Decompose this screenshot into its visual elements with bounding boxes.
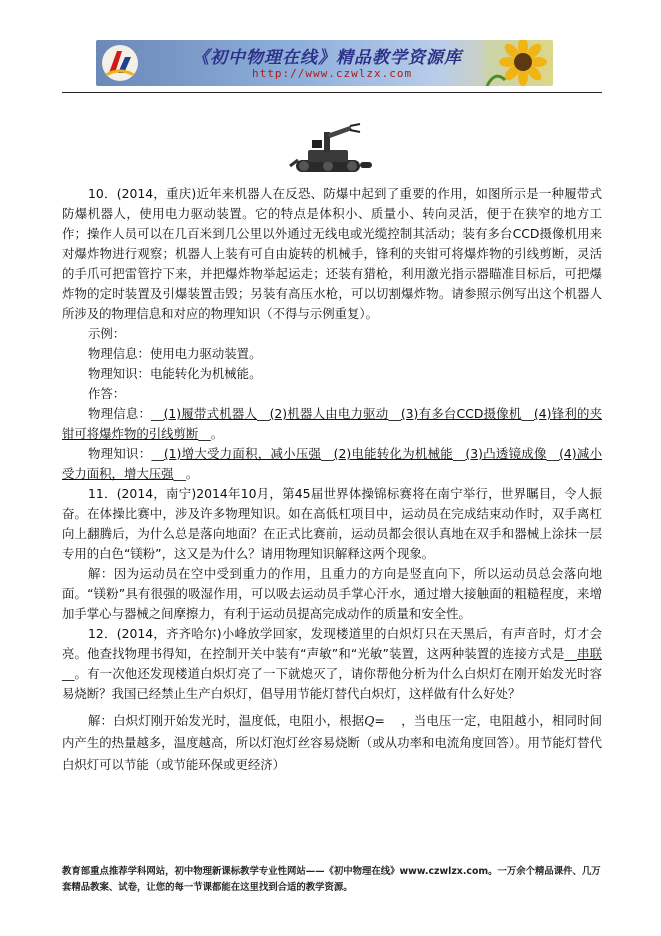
q10-text: 10．(2014，重庆)近年来机器人在反恐、防爆中起到了重要的作用，如图所示是一种履带式防爆机器人，使用电力驱动装置。它的特点是体积小、质量小、转向灵活，便于在狭窄的地方工作；操作人员可以在几百米到几公里以外通过无线电或光缆控制其活动；装有多台CCD摄像机用来对爆炸物进行观察；机器人上装有可自由旋转的机械手，锋利的夹钳可将爆炸物的引线剪断，灵活的手爪可把雷管拧下来，并把爆炸物举起运走；还装有猎枪，利用激光指示器瞄准目标后，可把爆炸物的定时装置及引爆装置击毁；另装有高压水枪，可以切割爆炸物。请参照示例写出这个机器人所涉及的物理信息和对应的物理知识（不得与示例重复）。 bbox=[62, 186, 602, 321]
q12-blank-answer: 串联 bbox=[576, 646, 602, 661]
page-footer: 教育部重点推荐学科网站，初中物理新课标教学专业性网站——《初中物理在线》www.czwlzx.com。一万余个精品课件、几万套精品教案、试卷，让您的每一节课都能在这里找到合适的教学资源。 bbox=[62, 866, 601, 893]
q10-answer-label: 作答： bbox=[88, 386, 126, 401]
question-content bbox=[62, 184, 602, 776]
header-banner bbox=[96, 40, 553, 86]
q10-example-info: 物理信息：使用电力驱动装置。 bbox=[88, 346, 262, 361]
knowledge-answer-3: (3)凸透镜成像 bbox=[465, 446, 547, 461]
q10-example-knowledge: 物理知识：电能转化为机械能。 bbox=[88, 366, 262, 381]
q12-answer-before: 解：白炽灯刚开始发光时，温度低，电阻小，根据 bbox=[88, 713, 365, 728]
q10-info-answer: 物理信息：__(1)履带式机器人__(2)机器人由电力驱动__(3)有多台CCD摄像机__(4)锋利的夹钳可将爆炸物的引线剪断__。 bbox=[62, 406, 602, 441]
q12-text-before: 12．(2014，齐齐哈尔)小峰放学回家，发现楼道里的白炽灯只在天黑后，有声音时，灯才会亮。他查找物理书得知，在控制开关中装有“声敏”和“光敏”装置，这两种装置的连接方式是 bbox=[62, 626, 602, 661]
knowledge-answer-4: (4)减小受力面积，增大压强 bbox=[62, 446, 602, 481]
q11-answer: 解：因为运动员在空中受到重力的作用，且重力的方向是竖直向下，所以运动员总会落向地面。“镁粉”具有很强的吸湿作用，可以吸去运动员手掌心汗水，通过增大接触面的粗糙程度，来增加手掌心与器械之间摩擦力，有利于运动员提高完成动作的质量和安全性。 bbox=[62, 566, 602, 621]
info-answer-4: (4)锋利的夹钳可将爆炸物的引线剪断 bbox=[62, 406, 602, 441]
knowledge-answer-2: (2)电能转化为机械能 bbox=[333, 446, 453, 461]
header-divider bbox=[62, 92, 602, 93]
banner-title: 《初中物理在线》精品教学资源库 bbox=[192, 48, 462, 68]
knowledge-answer-1: (1)增大受力面积，减小压强 bbox=[163, 446, 322, 461]
site-logo-icon bbox=[100, 43, 140, 83]
info-answer-2: (2)机器人由电力驱动 bbox=[269, 406, 389, 421]
q12-text-after: 。有一次他还发现楼道白炽灯亮了一下就熄灭了，请你帮他分析为什么白炽灯在刚开始发光时容易烧断？我国已经禁止生产白炽灯，倡导用节能灯替代白炽灯，这样做有什么好处？ bbox=[62, 666, 602, 701]
bomb-disposal-robot-image bbox=[288, 122, 374, 178]
info-answer-3: (3)有多台CCD摄像机 bbox=[400, 406, 522, 421]
q12-answer-after: ，当电压一定，电阻越小，相同时间内产生的热量越多，温度越高，所以灯泡灯丝容易烧断（或从功率和电流角度回答）。用节能灯替代白炽灯可以节能（或节能环保或更经济） bbox=[62, 713, 603, 772]
q10-knowledge-answer: 物理知识：__(1)增大受力面积，减小压强__(2)电能转化为机械能__(3)凸透镜成像__(4)减小受力面积，增大压强__。 bbox=[62, 446, 602, 481]
q12-text: 12．(2014，齐齐哈尔)小峰放学回家，发现楼道里的白炽灯只在天黑后，有声音时，灯才会亮。他查找物理书得知，在控制开关中装有“声敏”和“光敏”装置，这两种装置的连接方式是__串联__。有一次他还发现楼道白炽灯亮了一下就熄灭了，请你帮他分析为什么白炽灯在刚开始发光时容易烧断？我国已经禁止生产白炽灯，倡导用节能灯替代白炽灯，这样做有什么好处？ bbox=[62, 626, 602, 701]
q11-text: 11．(2014，南宁)2014年10月，第45届世界体操锦标赛将在南宁举行，世界瞩目，令人振奋。在体操比赛中，涉及许多物理知识。如在高低杠项目中，运动员在完成结束动作时，双手离杠向上翻腾后，为什么总是落向地面？在正式比赛前，运动员都会很认真地在双手和器械上涂抹一层专用的白色“镁粉”，这又是为什么？请用物理知识解释这两个现象。 bbox=[62, 486, 602, 561]
banner-url[interactable]: http://www.czwlzx.com bbox=[252, 67, 413, 80]
knowledge-prefix: 物理知识： bbox=[88, 446, 152, 461]
info-prefix: 物理信息： bbox=[88, 406, 152, 421]
q10-example-label: 示例： bbox=[88, 326, 126, 341]
sunflower-icon bbox=[483, 40, 553, 86]
info-answer-1: (1)履带式机器人 bbox=[163, 406, 258, 421]
q12-answer bbox=[62, 710, 602, 776]
heat-formula: Q= bbox=[364, 713, 385, 728]
